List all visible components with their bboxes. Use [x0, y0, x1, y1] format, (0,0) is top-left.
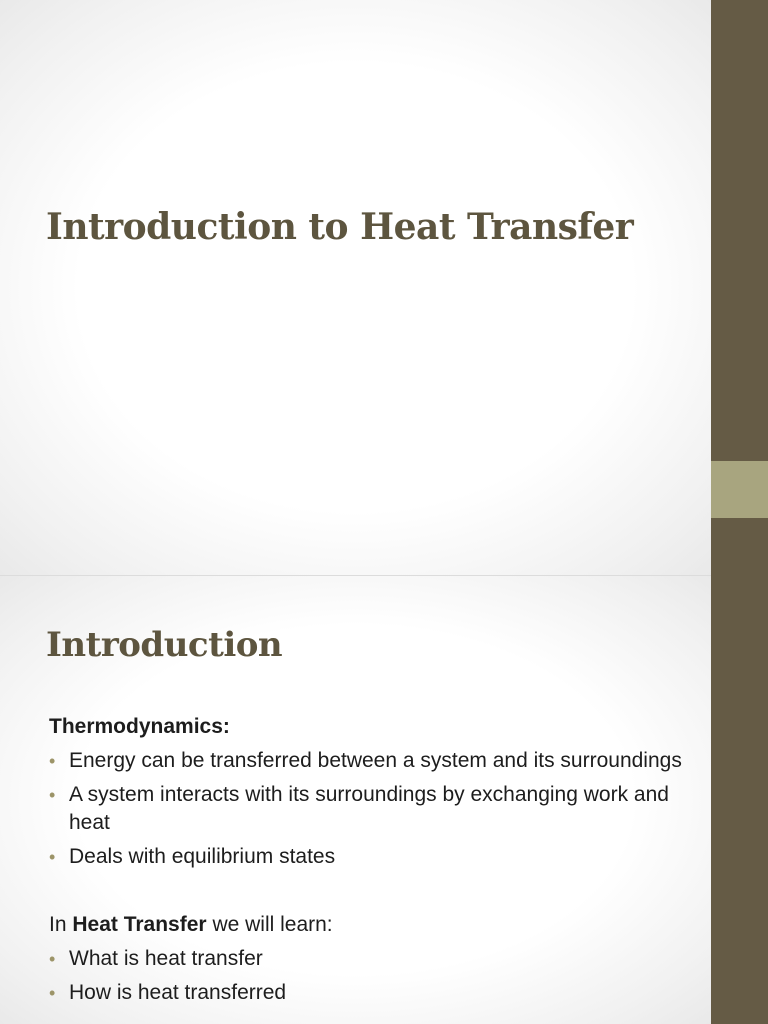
- bullet-icon: •: [49, 751, 56, 771]
- intro-emphasis: Heat Transfer: [72, 913, 207, 936]
- intro-suffix: we will learn:: [212, 913, 333, 936]
- bullet-list: [49, 747, 699, 871]
- slide-body: [49, 713, 699, 1013]
- bullet-icon: •: [49, 785, 56, 805]
- bullet-icon: •: [49, 983, 56, 1003]
- bullet-icon: •: [49, 847, 56, 867]
- bullet-text: What is heat transfer: [69, 947, 263, 970]
- bullet-item: [49, 979, 699, 1007]
- content-slide: [0, 576, 711, 1024]
- slide-title: Introduction to Heat Transfer: [46, 206, 634, 248]
- bullet-text: Deals with equilibrium states: [69, 845, 336, 868]
- slide-title: Introduction: [46, 625, 283, 665]
- bullet-text: Energy can be transferred between a system and its surroundings: [69, 749, 682, 772]
- side-bar: [711, 0, 768, 461]
- bullet-item: [49, 843, 699, 871]
- side-bar: [711, 518, 768, 1024]
- bullet-text: How is heat transferred: [69, 981, 287, 1004]
- intro-prefix: In: [49, 913, 67, 936]
- bullet-list: [49, 945, 699, 1007]
- side-bar-accent: [711, 461, 768, 518]
- section-heading: Thermodynamics:: [49, 715, 230, 738]
- bullet-icon: •: [49, 949, 56, 969]
- bullet-item: [49, 945, 699, 973]
- section-intro: [49, 911, 699, 939]
- bullet-item: [49, 747, 699, 775]
- bullet-item: [49, 781, 699, 837]
- bullet-text: A system interacts with its surroundings by exchanging work and heat: [69, 783, 669, 834]
